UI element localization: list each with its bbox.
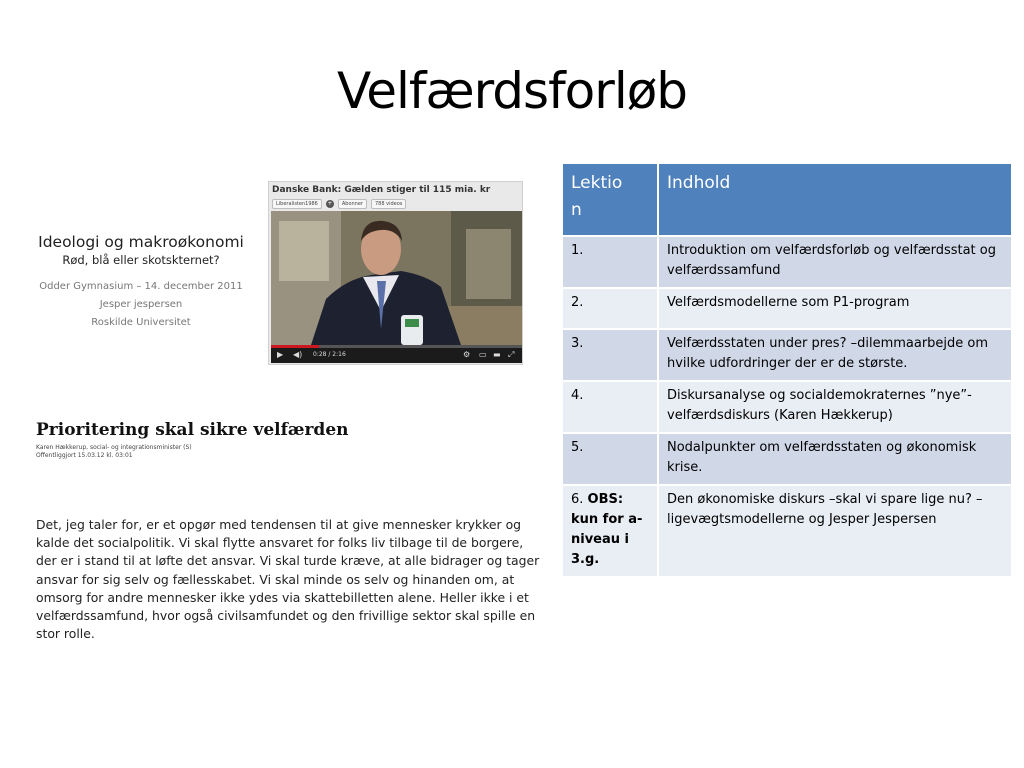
lesson-content: Velfærdsmodellerne som P1-program [658,288,1012,329]
article-date: Offentliggjort 15.03.12 kl. 03:01 [36,452,133,459]
table-row [562,381,1012,433]
video-time: 0:28 / 2:16 [313,351,346,358]
subscribe-button[interactable]: Abonner [338,199,367,209]
header-lektion-line1: Lektio [571,173,623,193]
table-row [562,236,1012,288]
lesson-content: Den økonomiske diskurs –skal vi spare lige nu? – ligevægtsmodellerne og Jesper Jespersen [658,485,1012,577]
video-channel-bar [272,198,406,209]
obs-note: OBS: kun for a-niveau i 3.g. [571,492,643,567]
header-lektion [562,163,658,236]
lecture-author: Jesper jespersen [99,299,183,310]
play-icon[interactable]: ▶ [277,350,284,359]
lecture-subtitle: Rød, blå eller skotskternet? [62,253,220,267]
settings-icon[interactable]: ⚙ [463,350,471,359]
article-body: Det, jeg taler for, er et opgør med tendensen til at give mennesker krykker og kalde det socialpolitik. Vi skal flytte ansvaret for folks liv tilbage til de borgere, der er i stand til at løfte det ansvar. Vi skal turde kræve, at alle bidrager og tager ansvar for sig selv og fællesskabet. Vi skal minde os selv og hinanden om, at omsorg for andre mennesker ikke ydes via skattebilletten alene. Heller ikke i et velfærdssamfund, hvor også civilsamfundet og den frivillige sektor skal spille en stor rolle. [36,517,540,642]
lesson-content: Diskursanalyse og socialdemokraternes ”nye”-velfærdsdiskurs (Karen Hækkerup) [658,381,1012,433]
article-author: Karen Hækkerup, social- og integrationsminister (S) [36,444,192,451]
lesson-number: 4. [562,381,658,433]
table-header-row [562,163,1012,236]
lecture-venue: Odder Gymnasium – 14. december 2011 [39,281,243,292]
lesson-number: 3. [562,329,658,381]
video-progress-bar[interactable] [271,345,522,348]
slide-title: Velfærdsforløb [336,62,688,120]
lesson-number: 5. [562,433,658,485]
header-lektion-line2: n [571,200,582,220]
lesson-content: Introduktion om velfærdsforløb og velfærdsstat og velfærdssamfund [658,236,1012,288]
lecture-info [30,233,252,332]
video-progress-fill [271,345,319,348]
article-clipping [36,420,546,642]
fullscreen-icon[interactable]: ⤢ [508,350,515,359]
volume-icon[interactable]: ◀) [293,350,303,359]
video-player[interactable] [268,181,523,365]
lesson-number-obs [562,485,658,577]
article-headline: Prioritering skal sikre velfærden [36,420,349,440]
table-row [562,329,1012,381]
lecture-title: Ideologi og makroøkonomi [38,233,244,251]
lesson-table [561,162,1013,578]
header-indhold: Indhold [658,163,1012,236]
lesson-number: 6. [571,492,584,507]
subscribe-icon[interactable]: + [327,199,333,207]
widescreen-icon[interactable]: ▬ [493,350,501,359]
lesson-number: 2. [562,288,658,329]
video-title[interactable]: Danske Bank: Gælden stiger til 115 mia. kr [272,185,491,195]
lecture-institution: Roskilde Universitet [91,317,191,328]
video-frame[interactable] [271,211,522,345]
lesson-number: 1. [562,236,658,288]
lesson-content: Velfærdsstaten under pres? –dilemmaarbejde om hvilke udfordringer der er de største. [658,329,1012,381]
popout-icon[interactable]: ▭ [479,350,487,359]
table-row [562,433,1012,485]
video-still-image [271,211,522,345]
article-meta [36,444,546,460]
channel-button[interactable]: Liberalisten1986 [272,199,322,209]
table-row [562,485,1012,577]
lesson-content: Nodalpunkter om velfærdsstaten og økonomisk krise. [658,433,1012,485]
videos-dropdown[interactable]: 788 videos [371,199,406,209]
video-controls [271,345,522,363]
table-row [562,288,1012,329]
